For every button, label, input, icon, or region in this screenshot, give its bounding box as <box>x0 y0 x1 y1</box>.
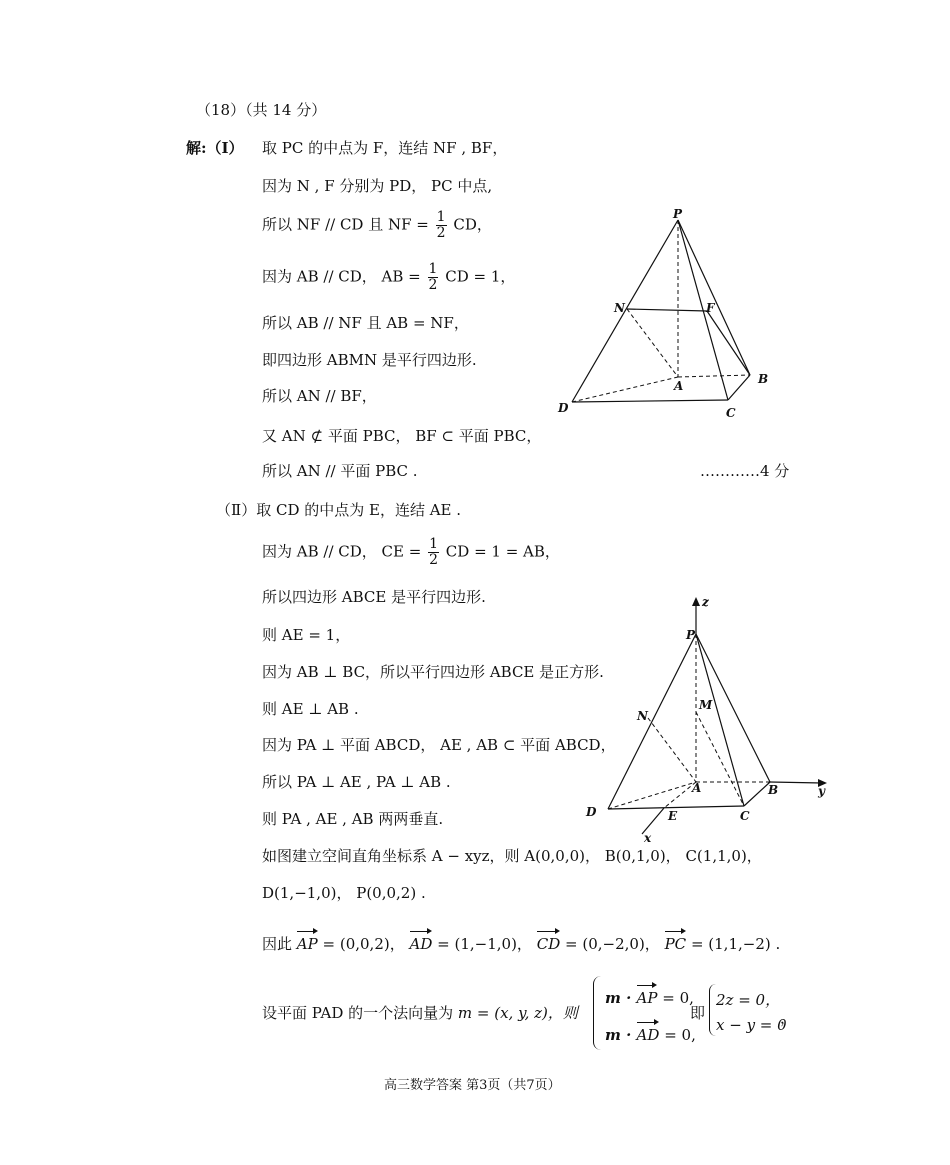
vector-AP-value: = (0,0,2)， <box>322 935 405 953</box>
part2-line8: 所以 PA ⊥ AE , PA ⊥ AB . <box>262 773 451 791</box>
problem-number: （18）（共 14 分） <box>196 101 327 119</box>
label-F: F <box>706 301 715 315</box>
score-marker: …………4 分 <box>700 462 790 480</box>
label-N: N <box>637 709 648 723</box>
part1-line4-a: 因为 AB // CD， AB = <box>262 267 421 286</box>
part1-line3-b: CD， <box>453 215 492 234</box>
system1-eq1: m · AP = 0, <box>605 989 694 1007</box>
part1-line3 <box>262 210 492 241</box>
part2-line6: 则 AE ⊥ AB . <box>262 700 359 718</box>
label-z: z <box>702 595 709 609</box>
part2-line7: 因为 PA ⊥ 平面 ABCD， AE , AB ⊂ 平面 ABCD， <box>262 736 616 754</box>
part2-line5: 因为 AB ⊥ BC，所以平行四边形 ABCE 是正方形. <box>262 663 604 681</box>
edge-AB <box>678 375 750 377</box>
vector-AD: AD <box>409 935 433 953</box>
part2-line4: 则 AE = 1， <box>262 626 351 644</box>
vector-AP: AP <box>296 935 318 953</box>
part1-line3-a: 所以 NF // CD 且 NF = <box>262 215 429 234</box>
system2-eq2: x − y = 0 <box>716 1016 787 1034</box>
label-N: N <box>614 301 625 315</box>
part1-line7: 所以 AN // BF， <box>262 387 377 405</box>
label-C: C <box>740 809 750 823</box>
edge-CB <box>744 782 770 806</box>
label-A: A <box>674 379 684 393</box>
part2-line2-b: CD = 1 = AB， <box>445 542 560 561</box>
edge-DA <box>608 782 696 809</box>
label-x: x <box>644 831 652 842</box>
part2-line1: （Ⅱ）取 CD 的中点为 E，连结 AE . <box>216 501 462 519</box>
normal-vector-def: m = (x, y, z)，则 <box>457 1004 578 1022</box>
edge-NF <box>627 309 707 311</box>
z-axis-arrow <box>692 597 700 606</box>
edge-NA <box>648 718 696 782</box>
edge-PC <box>696 634 744 806</box>
label-P: P <box>673 207 683 221</box>
pyramid-figure-1 <box>550 205 780 420</box>
label-M: M <box>699 698 713 712</box>
edge-MC <box>696 712 744 806</box>
fraction-half: $\frac{1}{2}$ <box>429 536 439 568</box>
part1-line9: 所以 AN // 平面 PBC . <box>262 462 418 480</box>
ji-word: 即 <box>690 1004 706 1022</box>
edge-NA <box>627 309 678 377</box>
edge-PD <box>608 634 696 809</box>
label-D: D <box>558 401 569 415</box>
fraction-half: $\frac{1}{2}$ <box>428 261 438 293</box>
label-C: C <box>726 406 736 420</box>
vector-CD: CD <box>536 935 561 953</box>
system1-eq2: m · AD = 0, <box>605 1026 696 1044</box>
part1-line4 <box>262 262 515 293</box>
system2-eq1: 2z = 0， <box>716 991 781 1009</box>
label-E: E <box>668 809 678 823</box>
pyramid-figure-2-coordinate <box>582 592 842 842</box>
edge-DA <box>572 377 678 402</box>
part1-line6: 即四边形 ABMN 是平行四边形. <box>262 351 477 369</box>
label-P: P <box>686 628 696 642</box>
vector-PC-value: = (1,1,−2) . <box>690 935 781 953</box>
page-footer: 高三数学答案 第3页（共7页） <box>384 1078 561 1093</box>
part2-line2 <box>262 537 560 568</box>
label-B: B <box>768 783 779 797</box>
part1-line4-b: CD = 1， <box>445 267 516 286</box>
part2-normal-line <box>262 1003 578 1023</box>
label-D: D <box>586 805 597 819</box>
part2-line3: 所以四边形 ABCE 是平行四边形. <box>262 588 486 606</box>
part2-line9: 则 PA , AE , AB 两两垂直. <box>262 810 444 828</box>
vector-PC: PC <box>664 935 687 953</box>
normal-intro: 设平面 PAD 的一个法向量为 <box>262 1004 454 1022</box>
part1-line5: 所以 AB // NF 且 AB = NF， <box>262 314 469 332</box>
label-y: y <box>818 784 825 798</box>
part2-line10: 如图建立空间直角坐标系 A − xyz，则 A(0,0,0)， B(0,1,0)， C(1,1,0)， <box>262 847 762 865</box>
vectors-prefix: 因此 <box>262 935 293 953</box>
vector-CD-value: = (0,−2,0)， <box>565 935 660 953</box>
edge-FB <box>707 311 750 375</box>
part2-vectors-line <box>262 934 780 954</box>
part2-line2-a: 因为 AB // CD， CE = <box>262 542 422 561</box>
system2-tail: ， <box>780 1009 796 1027</box>
solution-label: 解:（Ⅰ） <box>186 139 244 157</box>
vector-AD-value: = (1,−1,0)， <box>437 935 532 953</box>
part1-line1: 取 PC 的中点为 F，连结 NF , BF， <box>262 139 508 157</box>
left-brace-1 <box>593 976 604 1050</box>
fraction-half: $\frac{1}{2}$ <box>436 209 446 241</box>
part2-line11: D(1,−1,0)， P(0,0,2) . <box>262 884 426 902</box>
label-A: A <box>692 781 702 795</box>
edge-CB <box>728 375 750 400</box>
edge-PD <box>572 220 678 402</box>
part1-line8: 又 AN ⊄ 平面 PBC， BF ⊂ 平面 PBC， <box>262 427 542 445</box>
part1-line2: 因为 N , F 分别为 PD， PC 中点, <box>262 177 493 195</box>
edge-DC <box>572 400 728 402</box>
label-B: B <box>758 372 769 386</box>
